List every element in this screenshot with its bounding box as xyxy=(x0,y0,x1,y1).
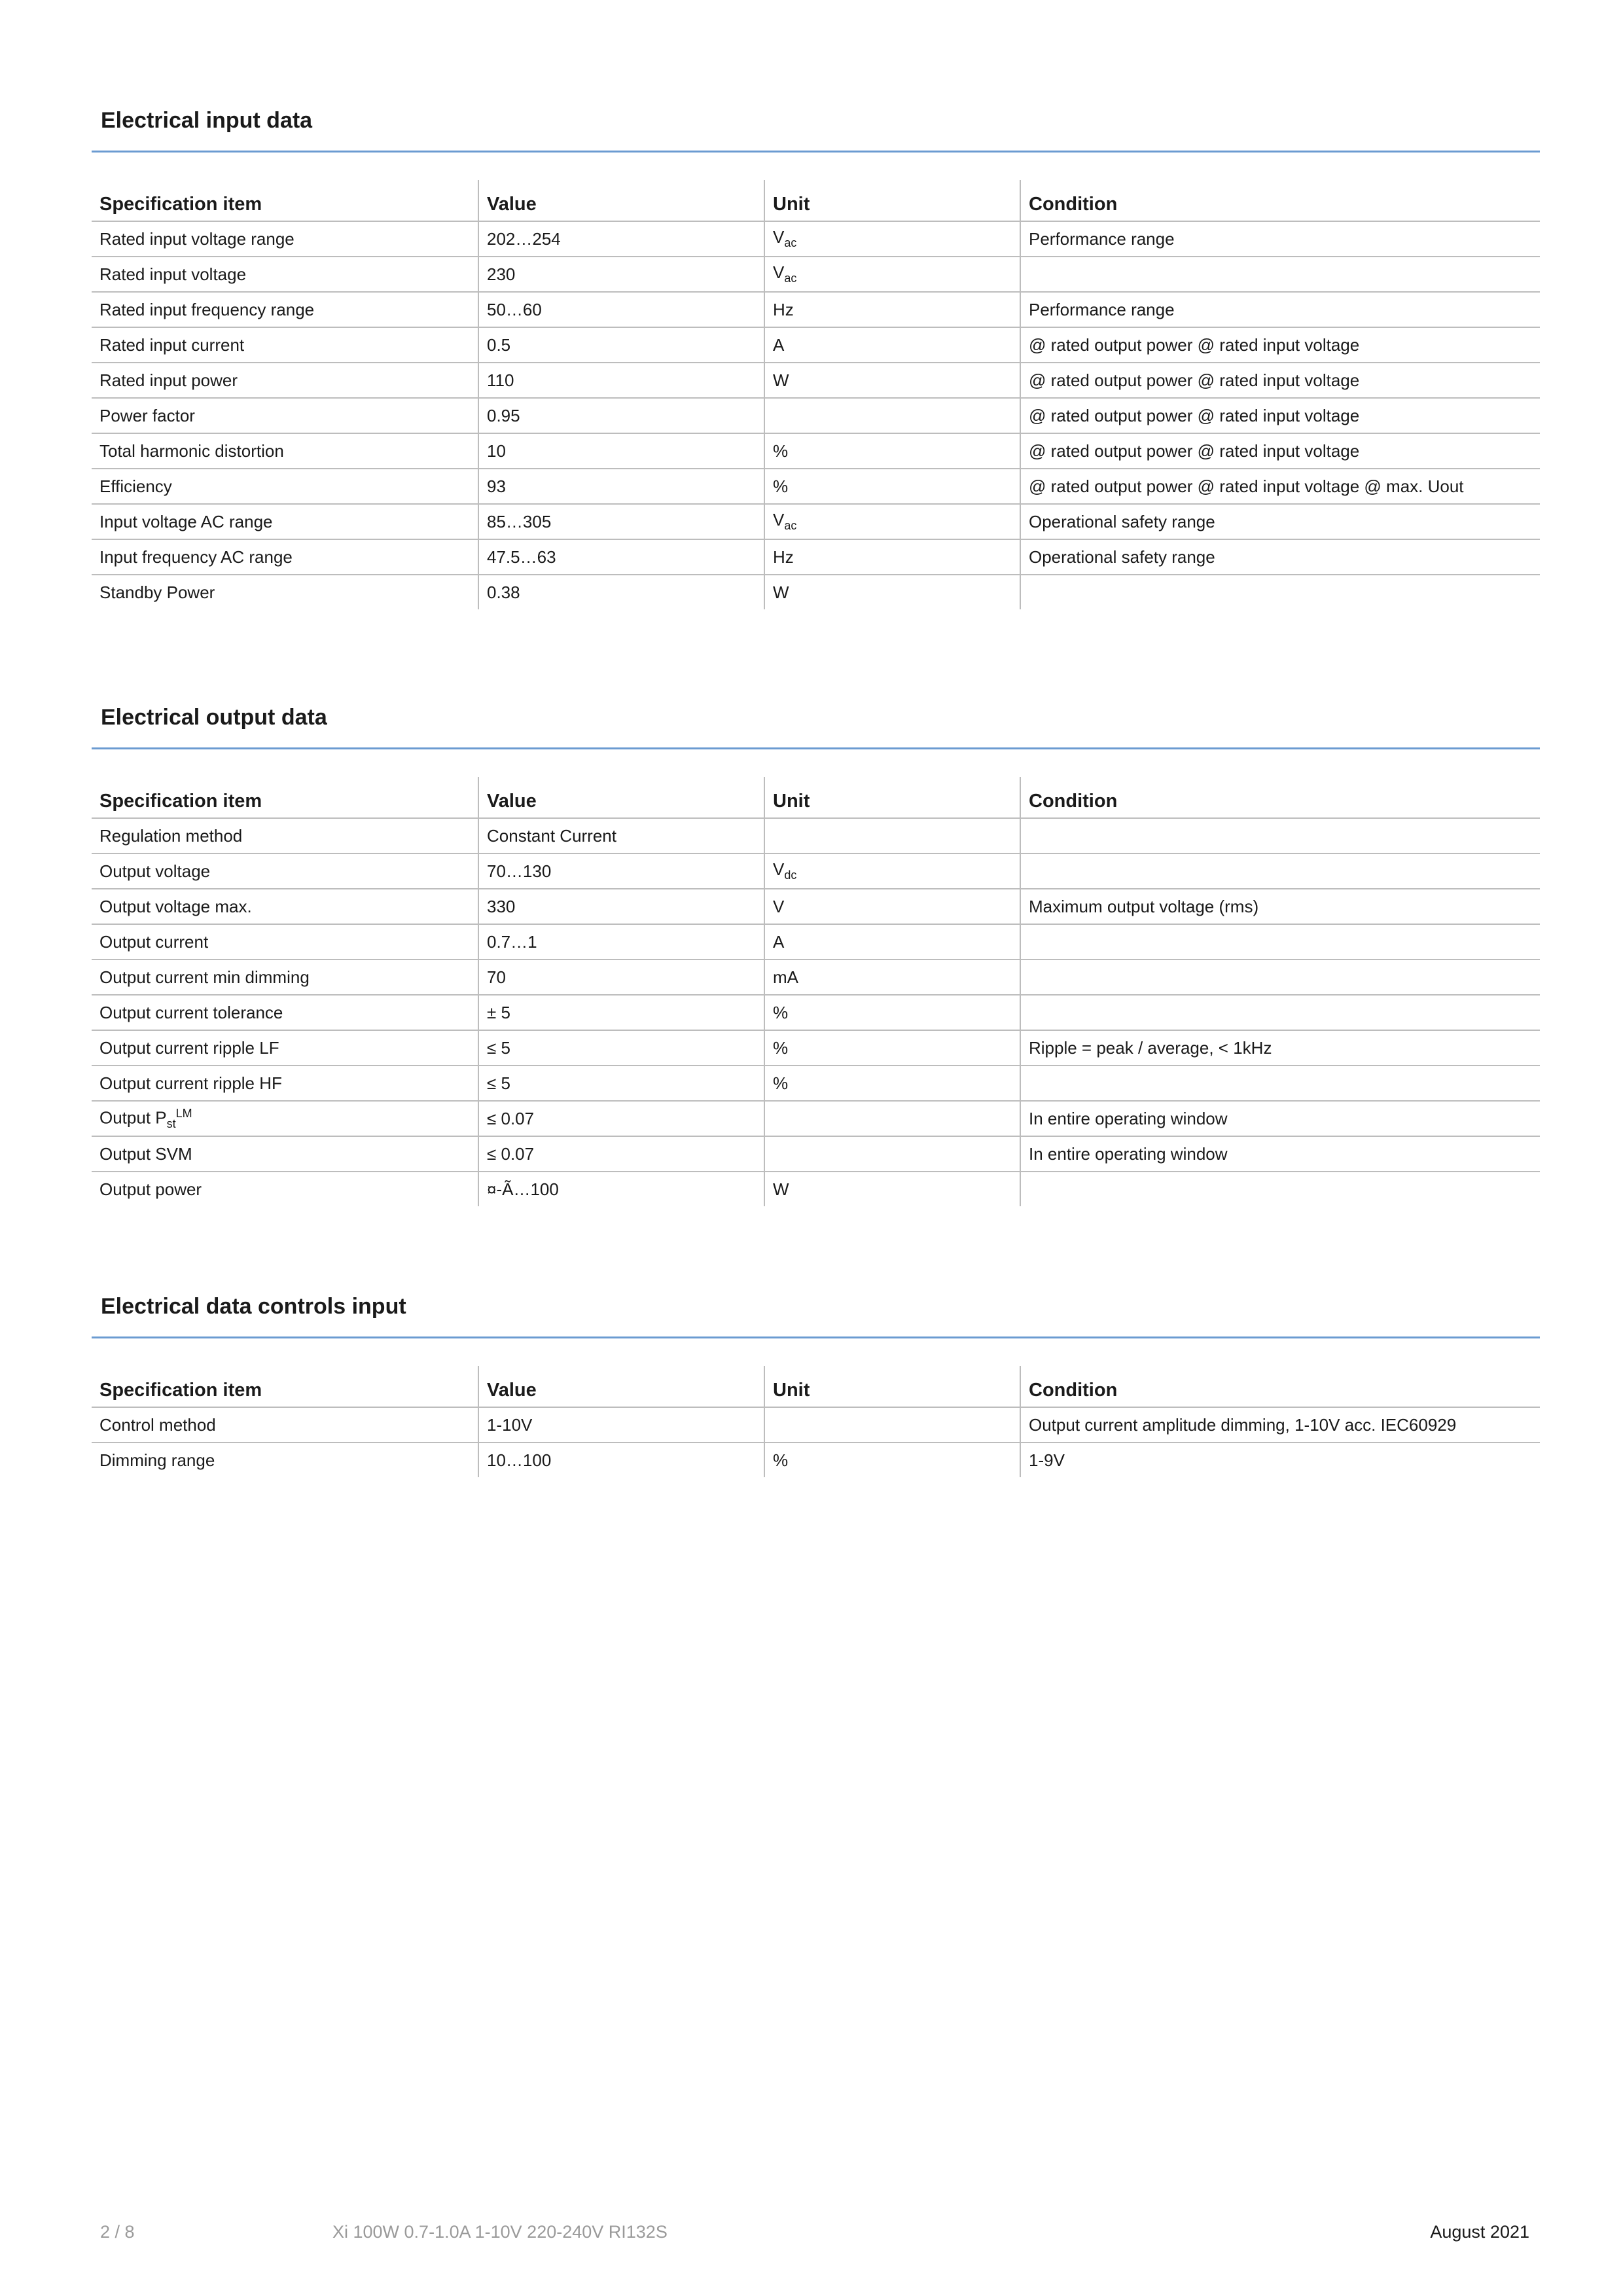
unit-cell: % xyxy=(764,469,1020,504)
section-title: Electrical output data xyxy=(101,705,327,730)
section-divider xyxy=(92,747,1540,749)
spec-item-cell: Rated input power xyxy=(92,363,478,398)
section-title: Electrical input data xyxy=(101,108,313,133)
condition-cell: Performance range xyxy=(1020,221,1540,257)
table-header-row xyxy=(92,777,1540,818)
unit-cell: A xyxy=(764,924,1020,960)
condition-cell xyxy=(1020,1172,1540,1206)
value-cell: 230 xyxy=(478,257,764,292)
spec-item-cell: Output power xyxy=(99,1179,202,1199)
spec-item-cell: Efficiency xyxy=(92,469,478,504)
table-row xyxy=(92,292,1540,327)
publish-date: August 2021 xyxy=(1430,2222,1529,2242)
value-cell: 70…130 xyxy=(478,853,764,889)
table-row xyxy=(92,539,1540,575)
condition-cell: @ rated output power @ rated input voltage xyxy=(1020,398,1540,433)
condition-cell: In entire operating window xyxy=(1020,1136,1540,1172)
condition-cell: Operational safety range xyxy=(1020,504,1540,539)
condition-cell: @ rated output power @ rated input voltage xyxy=(1020,363,1540,398)
table-row xyxy=(92,327,1540,363)
table-row xyxy=(92,1443,1540,1477)
unit-cell: $V_{dc}$ xyxy=(764,853,1020,889)
table-row xyxy=(92,1407,1540,1443)
condition-cell xyxy=(1020,818,1540,853)
value-cell: ≤ 0.07 xyxy=(478,1136,764,1172)
column-header: Unit xyxy=(764,180,1020,221)
value-cell: 0.7…1 xyxy=(478,924,764,960)
spec-table xyxy=(92,180,1540,609)
value-cell: 10…100 xyxy=(478,1443,764,1477)
spec-item-cell: Rated input voltage xyxy=(92,257,478,292)
table-row xyxy=(92,995,1540,1030)
unit-cell: $V_{ac}$ xyxy=(764,504,1020,539)
condition-cell: Operational safety range xyxy=(1020,539,1540,575)
unit-cell xyxy=(764,818,1020,853)
value-cell: ≤ 5 xyxy=(478,1066,764,1101)
table-row xyxy=(92,398,1540,433)
section-title: Electrical data controls input xyxy=(101,1294,406,1319)
spec-item-cell: Rated input voltage range xyxy=(92,221,478,257)
spec-item-cell: Control method xyxy=(92,1407,478,1443)
condition-cell: Maximum output voltage (rms) xyxy=(1020,889,1540,924)
unit-cell: mA xyxy=(764,960,1020,995)
unit-cell xyxy=(764,398,1020,433)
spec-item-cell: Output voltage max. xyxy=(92,889,478,924)
unit-cell: $V_{ac}$ xyxy=(764,221,1020,257)
table-row xyxy=(92,1101,1540,1136)
spec-item-cell: Rated input frequency range xyxy=(92,292,478,327)
table-row xyxy=(92,1172,1540,1206)
unit-cell: W xyxy=(764,1172,1020,1206)
unit-cell: Hz xyxy=(764,539,1020,575)
table-row xyxy=(92,1066,1540,1101)
condition-cell: 1-9V xyxy=(1020,1443,1540,1477)
value-cell: 330 xyxy=(478,889,764,924)
value-cell: ± 5 xyxy=(478,995,764,1030)
unit-cell xyxy=(764,1407,1020,1443)
value-cell: 110 xyxy=(478,363,764,398)
table-row xyxy=(92,1136,1540,1172)
value-cell: 47.5…63 xyxy=(478,539,764,575)
section-divider xyxy=(92,151,1540,152)
section-divider xyxy=(92,1336,1540,1338)
value-cell: 85…305 xyxy=(478,504,764,539)
value-cell: 202…254 xyxy=(478,221,764,257)
spec-item-cell: Regulation method xyxy=(92,818,478,853)
condition-cell: Output current amplitude dimming, 1-10V acc. IEC60929 xyxy=(1020,1407,1540,1443)
table-row xyxy=(92,433,1540,469)
table-row xyxy=(92,853,1540,889)
table-row xyxy=(92,469,1540,504)
unit-cell: W xyxy=(764,363,1020,398)
value-cell: 0.38 xyxy=(478,575,764,609)
spec-item-cell: Total harmonic distortion xyxy=(92,433,478,469)
spec-item-cell: Dimming range xyxy=(99,1450,215,1470)
condition-cell: @ rated output power @ rated input voltage xyxy=(1020,433,1540,469)
spec-table xyxy=(92,1366,1540,1477)
value-cell: 0.5 xyxy=(478,327,764,363)
condition-cell: Ripple = peak / average, < 1kHz xyxy=(1020,1030,1540,1066)
value-cell: Constant Current xyxy=(478,818,764,853)
column-header: Unit xyxy=(764,1366,1020,1407)
value-cell: 50…60 xyxy=(478,292,764,327)
condition-cell xyxy=(1020,960,1540,995)
column-header: Specification item xyxy=(92,180,478,221)
value-cell: 93 xyxy=(478,469,764,504)
table-row xyxy=(92,363,1540,398)
condition-cell: In entire operating window xyxy=(1020,1101,1540,1136)
condition-cell xyxy=(1020,924,1540,960)
column-header: Specification item xyxy=(92,1366,478,1407)
spec-item-cell: Output current ripple LF xyxy=(92,1030,478,1066)
value-cell: 1-10V xyxy=(478,1407,764,1443)
condition-cell: @ rated output power @ rated input voltage xyxy=(1020,327,1540,363)
unit-cell: Hz xyxy=(764,292,1020,327)
table-row xyxy=(92,924,1540,960)
unit-cell xyxy=(764,1101,1020,1136)
unit-cell xyxy=(764,1136,1020,1172)
spec-item-cell: Output $P_{st}^{LM}$ xyxy=(92,1101,478,1136)
spec-item-cell: Output voltage xyxy=(92,853,478,889)
unit-cell: $V_{ac}$ xyxy=(764,257,1020,292)
spec-item-cell: Standby Power xyxy=(99,582,215,602)
condition-cell: Performance range xyxy=(1020,292,1540,327)
table-row xyxy=(92,221,1540,257)
unit-cell: A xyxy=(764,327,1020,363)
table-row xyxy=(92,575,1540,609)
condition-cell xyxy=(1020,995,1540,1030)
table-row xyxy=(92,504,1540,539)
condition-cell xyxy=(1020,575,1540,609)
unit-cell: % xyxy=(764,995,1020,1030)
condition-cell: @ rated output power @ rated input voltage @ max. Uout xyxy=(1020,469,1540,504)
page-number: 2 / 8 xyxy=(100,2222,135,2242)
column-header: Specification item xyxy=(92,777,478,818)
column-header: Condition xyxy=(1020,777,1540,818)
column-header: Value xyxy=(478,180,764,221)
table-header-row xyxy=(92,180,1540,221)
spec-item-cell: Input frequency AC range xyxy=(92,539,478,575)
spec-item-cell: Output current min dimming xyxy=(92,960,478,995)
value-cell: ¤-Ã…100 xyxy=(478,1172,764,1206)
spec-item-cell: Output current xyxy=(92,924,478,960)
spec-item-cell: Output current tolerance xyxy=(92,995,478,1030)
value-cell: 0.95 xyxy=(478,398,764,433)
condition-cell xyxy=(1020,257,1540,292)
unit-cell: % xyxy=(764,1030,1020,1066)
value-cell: ≤ 0.07 xyxy=(478,1101,764,1136)
unit-cell: % xyxy=(764,1443,1020,1477)
section-electrical-output xyxy=(92,702,1540,1206)
spec-table xyxy=(92,777,1540,1206)
value-cell: 10 xyxy=(478,433,764,469)
unit-cell: V xyxy=(764,889,1020,924)
spec-item-cell: Rated input current xyxy=(92,327,478,363)
table-row xyxy=(92,889,1540,924)
table-header-row xyxy=(92,1366,1540,1407)
condition-cell xyxy=(1020,1066,1540,1101)
condition-cell xyxy=(1020,853,1540,889)
value-cell: 70 xyxy=(478,960,764,995)
column-header: Value xyxy=(478,1366,764,1407)
section-electrical-input xyxy=(92,105,1540,609)
spec-item-cell: Output current ripple HF xyxy=(92,1066,478,1101)
table-row xyxy=(92,257,1540,292)
column-header: Condition xyxy=(1020,1366,1540,1407)
value-cell: ≤ 5 xyxy=(478,1030,764,1066)
column-header: Condition xyxy=(1020,180,1540,221)
spec-item-cell: Input voltage AC range xyxy=(92,504,478,539)
spec-item-cell: Output SVM xyxy=(92,1136,478,1172)
table-row xyxy=(92,960,1540,995)
column-header: Value xyxy=(478,777,764,818)
spec-item-cell: Power factor xyxy=(92,398,478,433)
section-controls-input xyxy=(92,1291,1540,1477)
unit-cell: % xyxy=(764,433,1020,469)
column-header: Unit xyxy=(764,777,1020,818)
unit-cell: W xyxy=(764,575,1020,609)
table-row xyxy=(92,1030,1540,1066)
unit-cell: % xyxy=(764,1066,1020,1101)
table-row xyxy=(92,818,1540,853)
product-name: Xi 100W 0.7-1.0A 1-10V 220-240V RI132S xyxy=(332,2222,668,2242)
